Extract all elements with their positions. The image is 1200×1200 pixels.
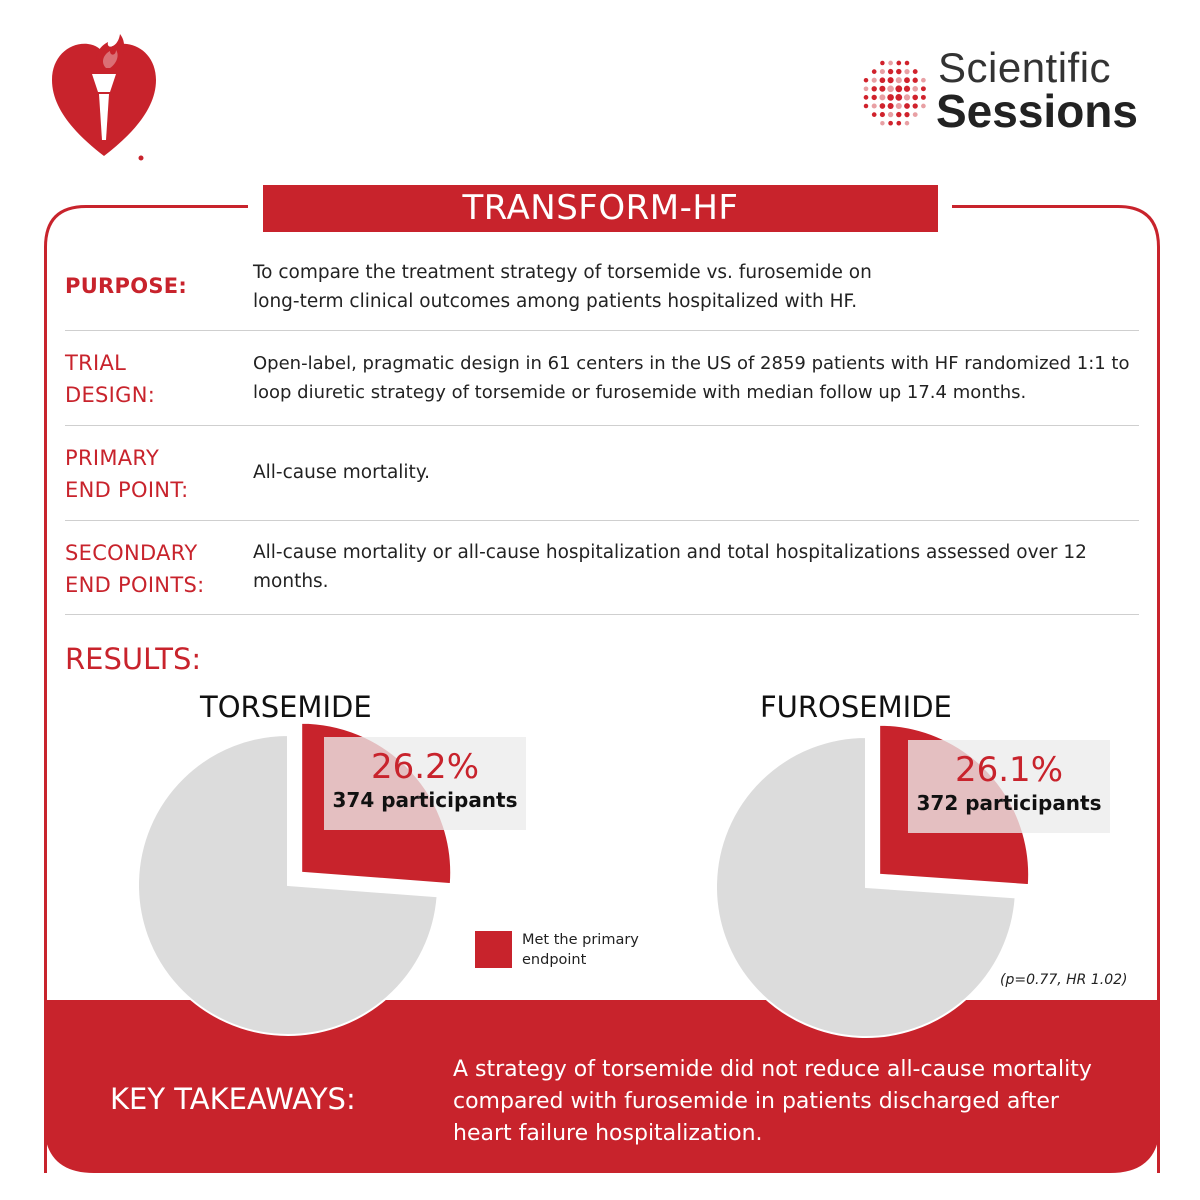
furosemide-participants-label: 372 participants bbox=[916, 791, 1102, 815]
statistics-note: (p=0.77, HR 1.02) bbox=[1000, 972, 1128, 988]
torsemide-value-box bbox=[324, 737, 526, 830]
primary-endpoint-label: PRIMARY END POINT: bbox=[65, 446, 189, 502]
trial-design-text: Open-label, pragmatic design in 61 centers in the US of 2859 patients with HF randomized 1:1 to loop diuretic strategy of torsemide or furosemide with median follow up 17.4 months. bbox=[253, 353, 1130, 403]
legend-label: Met the primary endpoint bbox=[522, 932, 639, 968]
results-heading: RESULTS: bbox=[65, 642, 202, 676]
secondary-endpoints-label: SECONDARY END POINTS: bbox=[65, 541, 205, 597]
legend-swatch bbox=[475, 931, 512, 968]
torsemide-percent-label: 26.2% bbox=[370, 747, 479, 787]
secondary-endpoints-text: All-cause mortality or all-cause hospitalization and total hospitalizations assessed over 12 months. bbox=[253, 542, 1087, 592]
furosemide-percent-label: 26.1% bbox=[954, 750, 1063, 790]
logo-text-scientific: Scientific bbox=[938, 44, 1112, 91]
key-takeaways-label: KEY TAKEAWAYS: bbox=[110, 1082, 356, 1116]
logo-text-sessions: Sessions bbox=[936, 85, 1138, 137]
key-takeaways-text: A strategy of torsemide did not reduce all-cause mortality compared with furosemide in patients discharged after heart failure hospitalization. bbox=[453, 1057, 1092, 1146]
purpose-text: To compare the treatment strategy of torsemide vs. furosemide on long-term clinical outcomes among patients hospitalized with HF. bbox=[253, 262, 872, 312]
torsemide-chart-title: TORSEMIDE bbox=[200, 690, 372, 724]
torsemide-participants-label: 374 participants bbox=[332, 788, 518, 812]
furosemide-value-box bbox=[908, 740, 1110, 833]
purpose-label: PURPOSE: bbox=[65, 274, 188, 298]
primary-endpoint-text: All-cause mortality. bbox=[253, 462, 431, 483]
trial-design-label: TRIAL DESIGN: bbox=[65, 351, 156, 407]
page-title: TRANSFORM-HF bbox=[263, 185, 938, 232]
furosemide-chart-title: FUROSEMIDE bbox=[760, 690, 952, 724]
